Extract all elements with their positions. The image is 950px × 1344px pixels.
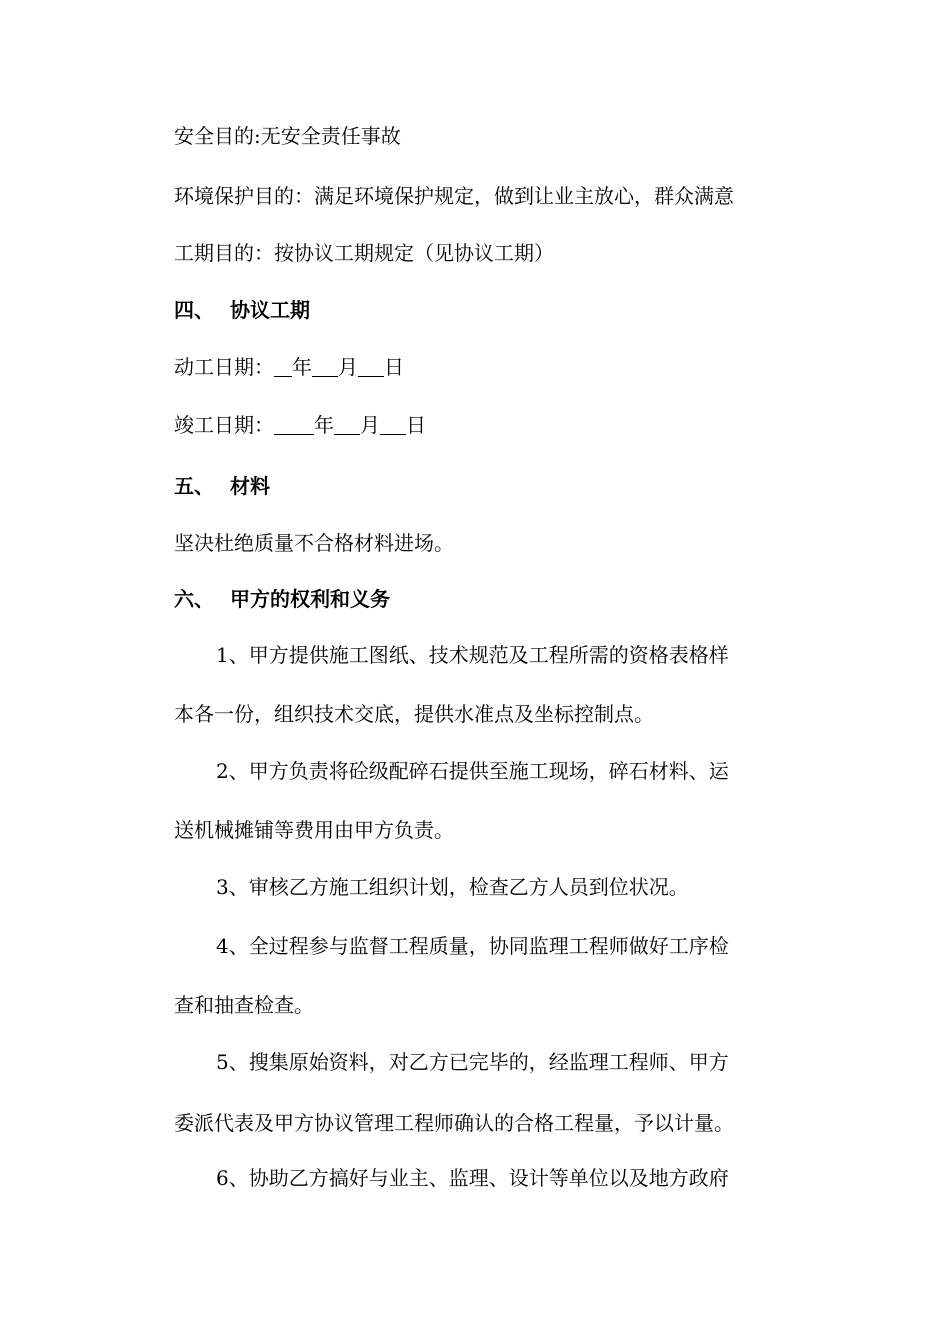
item-4-line-2: 查和抽查检查。 xyxy=(174,993,314,1017)
item-2-line-2: 送机械摊铺等费用由甲方负责。 xyxy=(174,818,454,842)
environment-goal: 环境保护目的：满足环境保护规定，做到让业主放心，群众满意 xyxy=(174,184,734,208)
section-5-heading xyxy=(174,471,814,501)
item-3-line-1: 3、审核乙方施工组织计划，检查乙方人员到位状况。 xyxy=(216,875,689,899)
item-4-line-1: 4、全过程参与监督工程质量，协同监理工程师做好工序检 xyxy=(216,934,729,958)
item-1-line-1: 1、甲方提供施工图纸、技术规范及工程所需的资格表格样 xyxy=(216,643,729,667)
section-4-number: 四、 xyxy=(174,298,214,322)
item-1-line-2: 本各一份，组织技术交底，提供水准点及坐标控制点。 xyxy=(174,702,654,726)
safety-goal: 安全目的:无安全责任事故 xyxy=(174,124,401,148)
year-blank xyxy=(274,356,292,377)
day-blank xyxy=(358,356,384,377)
day-blank xyxy=(380,414,406,435)
start-date-line xyxy=(174,352,814,382)
end-date-label: 竣工日期： xyxy=(174,413,274,437)
month-blank xyxy=(334,414,360,435)
item-6-line-1: 6、协助乙方搞好与业主、监理、设计等单位以及地方政府 xyxy=(216,1166,729,1190)
year-label: 年 xyxy=(314,413,334,437)
year-blank xyxy=(274,414,314,435)
start-date-label: 动工日期： xyxy=(174,355,274,379)
month-label: 月 xyxy=(360,413,380,437)
item-5-line-1: 5、搜集原始资料，对乙方已完毕的，经监理工程师、甲方 xyxy=(216,1050,729,1074)
section-5-text: 坚决杜绝质量不合格材料进场。 xyxy=(174,531,454,555)
section-4-title: 协议工期 xyxy=(230,298,310,322)
schedule-goal: 工期目的：按协议工期规定（见协议工期） xyxy=(174,241,554,265)
section-6-number: 六、 xyxy=(174,587,214,611)
section-6-title: 甲方的权利和义务 xyxy=(230,587,390,611)
day-label: 日 xyxy=(406,413,426,437)
section-5-number: 五、 xyxy=(174,474,214,498)
year-label: 年 xyxy=(292,355,312,379)
month-blank xyxy=(312,356,338,377)
item-2-line-1: 2、甲方负责将砼级配碎石提供至施工现场，碎石材料、运 xyxy=(216,759,729,783)
month-label: 月 xyxy=(338,355,358,379)
item-5-line-2: 委派代表及甲方协议管理工程师确认的合格工程量，予以计量。 xyxy=(174,1111,734,1135)
section-4-heading xyxy=(174,295,814,325)
section-5-title: 材料 xyxy=(230,474,270,498)
day-label: 日 xyxy=(384,355,404,379)
end-date-line xyxy=(174,410,814,440)
section-6-heading xyxy=(174,584,814,614)
